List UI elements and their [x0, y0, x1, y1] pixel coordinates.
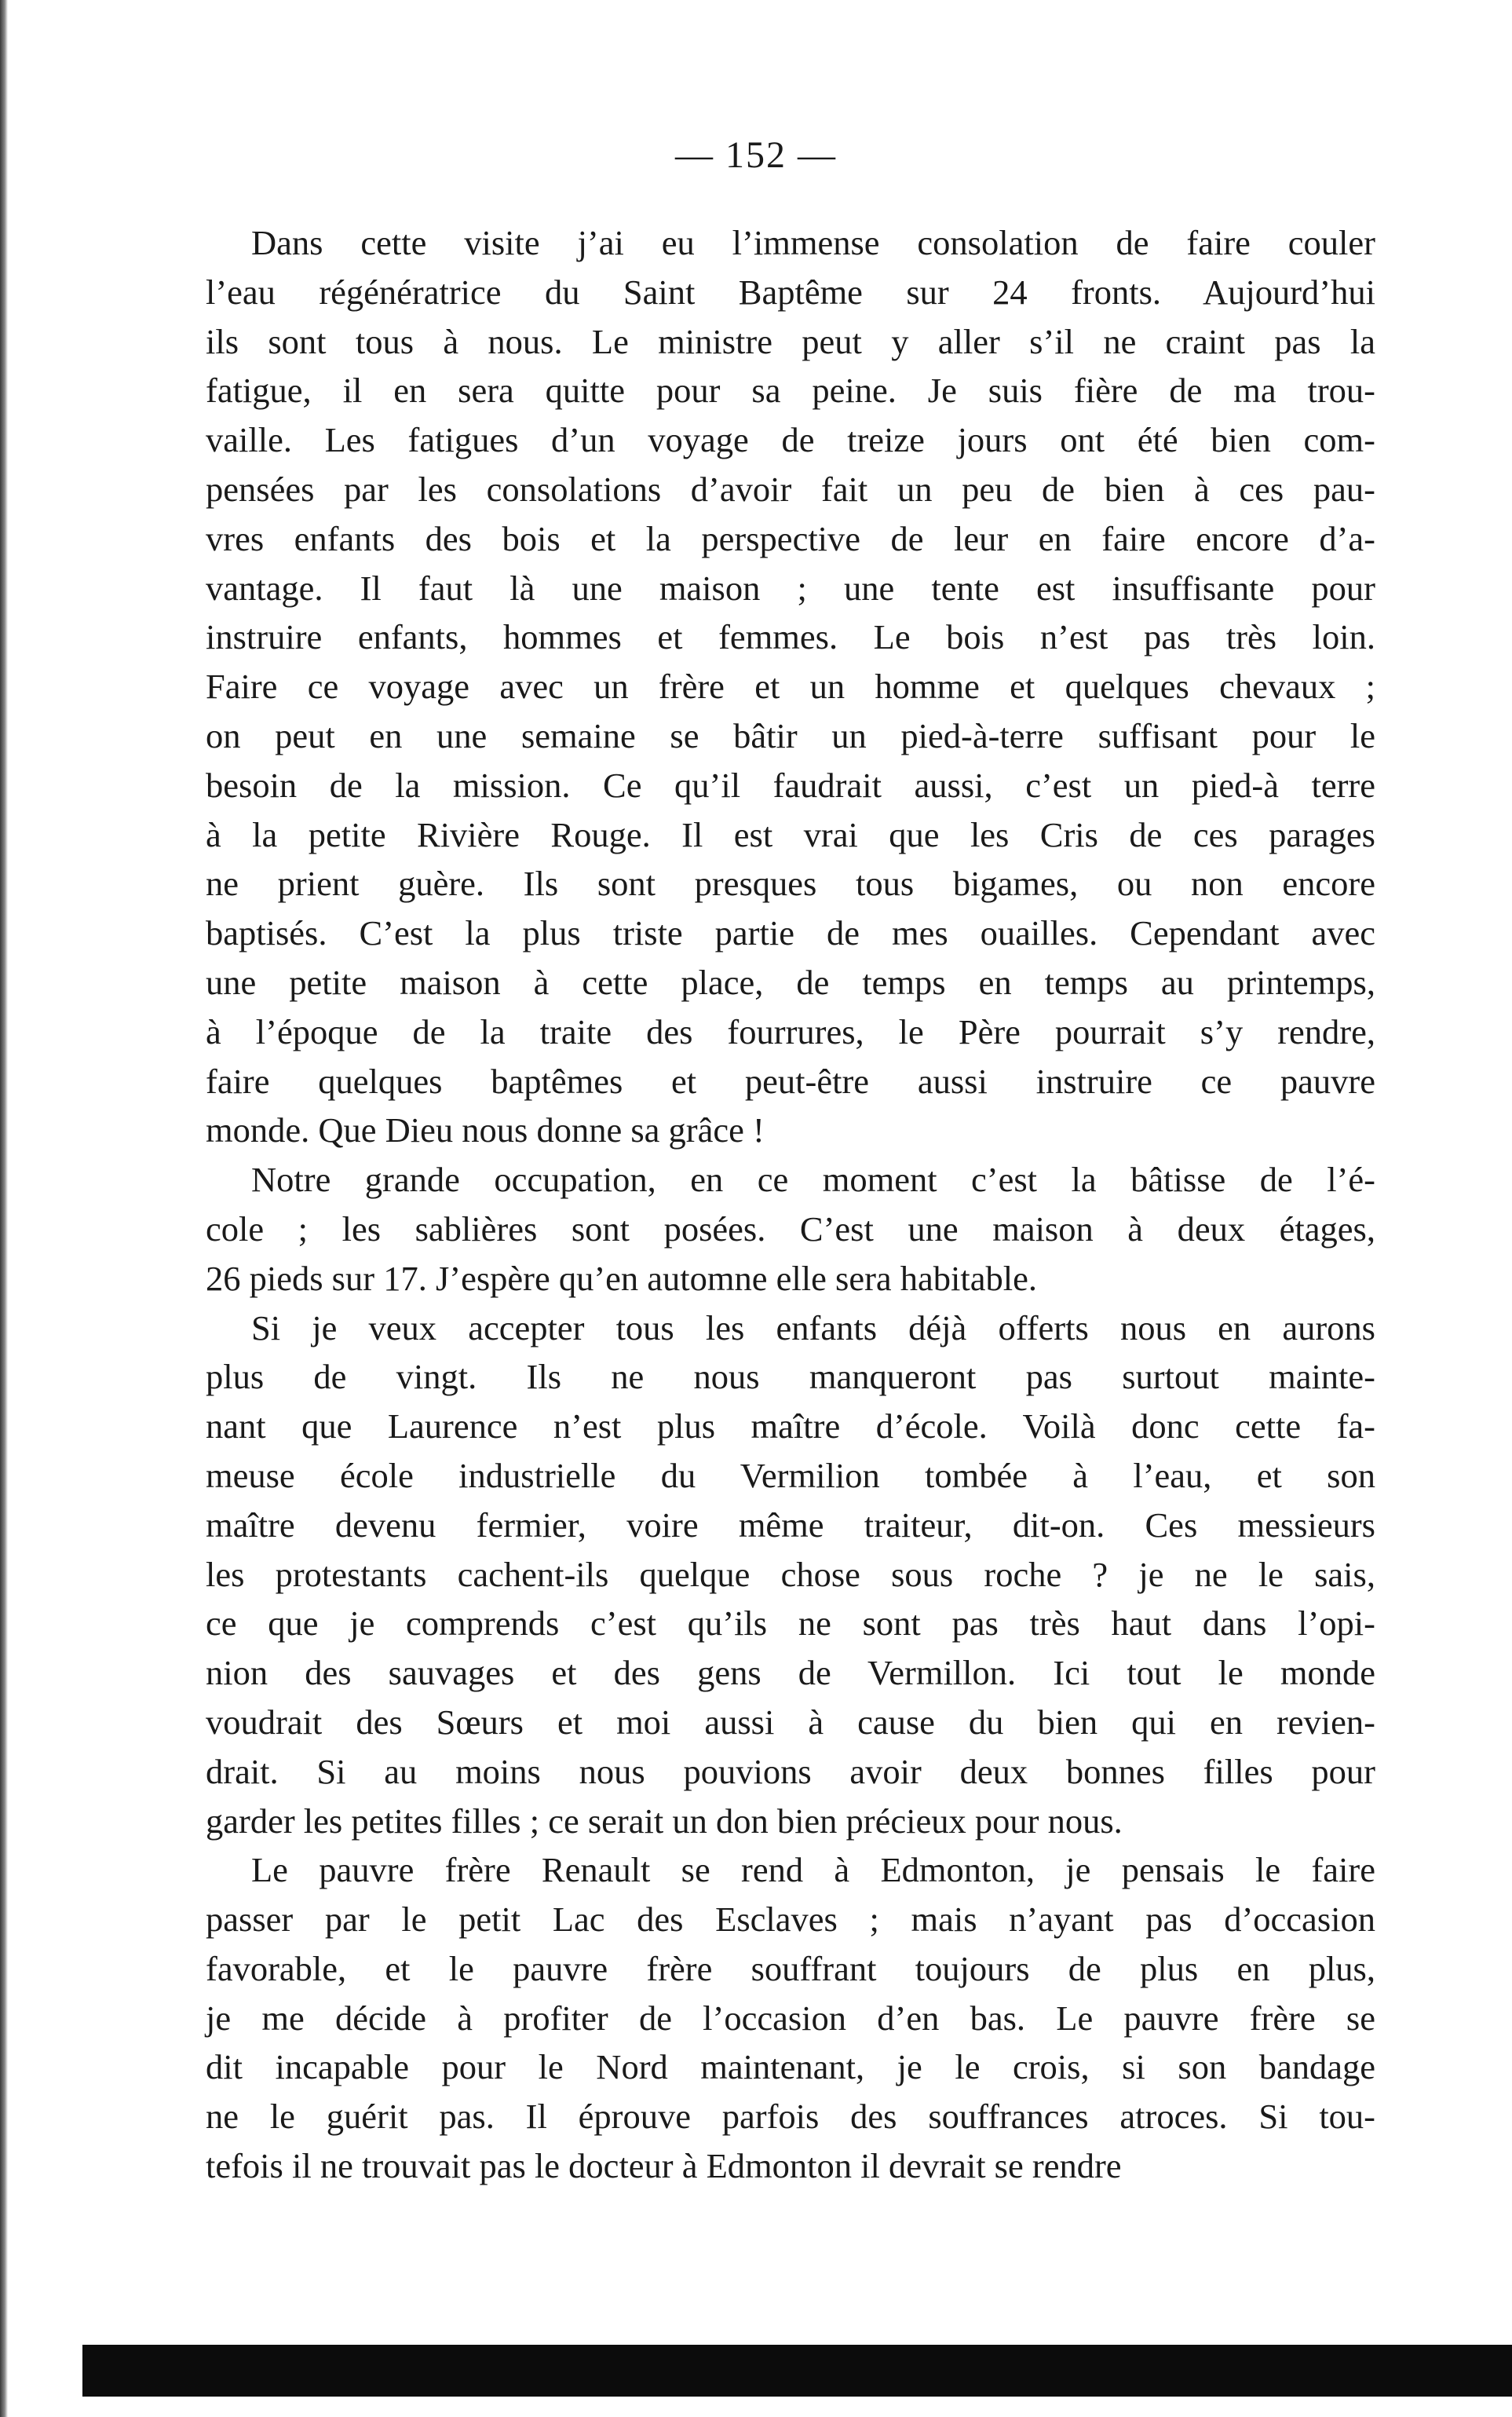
page-number: — 152 —	[675, 134, 837, 176]
text-line: on peut en une semaine se bâtir un pied-à-terre suffisant pour le	[206, 715, 1375, 755]
text-line: drait. Si au moins nous pouvions avoir deux bonnes filles pour	[206, 1751, 1375, 1791]
page-edge-shadow	[0, 0, 8, 2417]
text-line: 26 pieds sur 17. J’espère qu’en automne elle sera habitable.	[206, 1258, 1037, 1298]
text-line: baptisés. C’est la plus triste partie de mes ouailles. Cependant avec	[206, 913, 1375, 953]
text-line: l’eau régénératrice du Saint Baptême sur 24 fronts. Aujourd’hui	[206, 272, 1375, 312]
text-line: favorable, et le pauvre frère souffrant toujours de plus en plus,	[206, 1948, 1375, 1988]
text-line: ils sont tous à nous. Le ministre peut y aller s’il ne craint pas la	[206, 321, 1375, 361]
text-line: vantage. Il faut là une maison ; une tente est insuffisante pour	[206, 568, 1375, 608]
text-line: Notre grande occupation, en ce moment c’est la bâtisse de l’é-	[251, 1160, 1375, 1200]
text-line: besoin de la mission. Ce qu’il faudrait aussi, c’est un pied-à terre	[206, 765, 1375, 805]
text-line: meuse école industrielle du Vermilion tombée à l’eau, et son	[206, 1455, 1375, 1495]
text-line: monde. Que Dieu nous donne sa grâce !	[206, 1110, 765, 1150]
text-line: Le pauvre frère Renault se rend à Edmonton, je pensais le faire	[251, 1850, 1375, 1890]
text-line: vaille. Les fatigues d’un voyage de treize jours ont été bien com-	[206, 420, 1375, 460]
text-line: une petite maison à cette place, de temps en temps au printemps,	[206, 962, 1375, 1002]
text-line: dit incapable pour le Nord maintenant, je le crois, si son bandage	[206, 2047, 1375, 2087]
text-line: Dans cette visite j’ai eu l’immense consolation de faire couler	[251, 223, 1375, 262]
text-line: garder les petites filles ; ce serait un don bien précieux pour nous.	[206, 1801, 1123, 1841]
text-line: vres enfants des bois et la perspective de leur en faire encore d’a-	[206, 518, 1375, 558]
text-line: maître devenu fermier, voire même traiteur, dit-on. Ces messieurs	[206, 1505, 1375, 1545]
text-line: voudrait des Sœurs et moi aussi à cause du bien qui en revien-	[206, 1702, 1375, 1742]
scan-bottom-border	[82, 2345, 1512, 2397]
text-line: à la petite Rivière Rouge. Il est vrai que les Cris de ces parages	[206, 814, 1375, 854]
text-line: cole ; les sablières sont posées. C’est une maison à deux étages,	[206, 1208, 1375, 1249]
text-line: je me décide à profiter de l’occasion d’en bas. Le pauvre frère se	[206, 1998, 1375, 2038]
text-line: à l’époque de la traite des fourrures, le Père pourrait s’y rendre,	[206, 1011, 1375, 1051]
text-line: plus de vingt. Ils ne nous manqueront pas surtout mainte-	[206, 1357, 1375, 1397]
body-text	[206, 218, 1375, 2191]
text-line: ce que je comprends c’est qu’ils ne sont pas très haut dans l’opi-	[206, 1603, 1375, 1644]
text-line: les protestants cachent-ils quelque chose sous roche ? je ne le sais,	[206, 1554, 1375, 1594]
text-line: Faire ce voyage avec un frère et un homme et quelques chevaux ;	[206, 667, 1375, 707]
text-line: pensées par les consolations d’avoir fait un peu de bien à ces pau-	[206, 469, 1375, 509]
paragraph	[206, 1304, 1375, 1846]
text-line: instruire enfants, hommes et femmes. Le bois n’est pas très loin.	[206, 617, 1375, 657]
text-line: nion des sauvages et des gens de Vermillon. Ici tout le monde	[206, 1653, 1375, 1693]
text-line: faire quelques baptêmes et peut-être aussi instruire ce pauvre	[206, 1061, 1375, 1101]
text-line: tefois il ne trouvait pas le docteur à Edmonton il devrait se rendre	[206, 2146, 1122, 2186]
text-line: passer par le petit Lac des Esclaves ; mais n’ayant pas d’occasion	[206, 1900, 1375, 1940]
text-line: Si je veux accepter tous les enfants déjà offerts nous en aurons	[251, 1307, 1375, 1347]
text-line: ne prient guère. Ils sont presques tous bigames, ou non encore	[206, 864, 1375, 904]
paragraph	[206, 1155, 1375, 1303]
text-line: ne le guérit pas. Il éprouve parfois des souffrances atroces. Si tou-	[206, 2097, 1375, 2137]
paragraph	[206, 1845, 1375, 2191]
text-line: fatigue, il en sera quitte pour sa peine. Je suis fière de ma trou-	[206, 371, 1375, 411]
text-line: nant que Laurence n’est plus maître d’école. Voilà donc cette fa-	[206, 1406, 1375, 1446]
paragraph	[206, 218, 1375, 1155]
